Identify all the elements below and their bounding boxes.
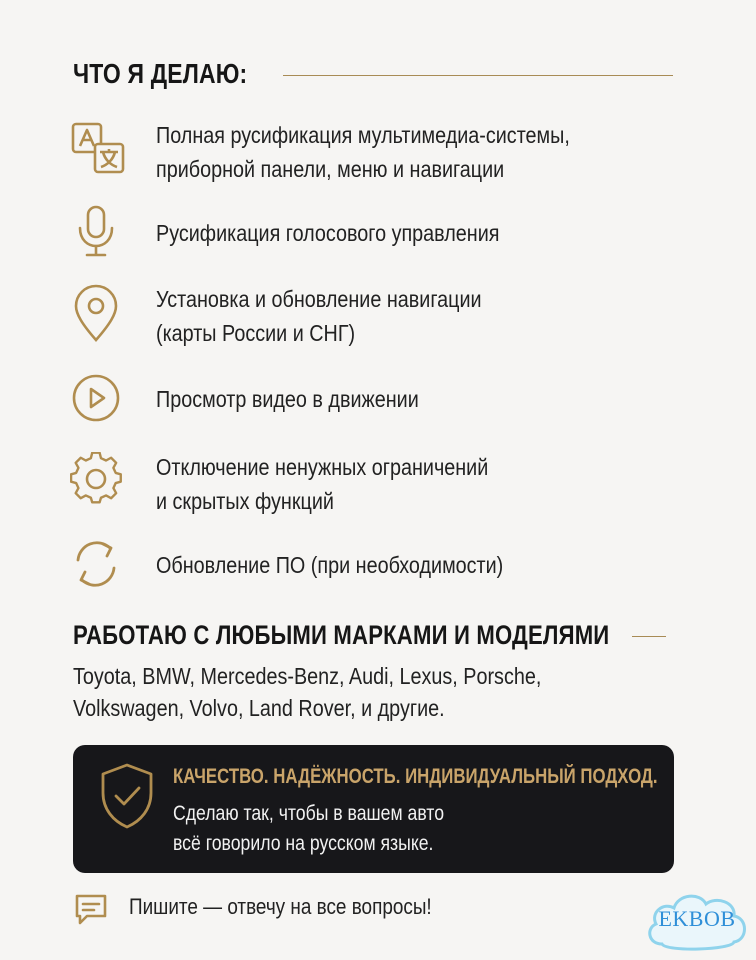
service-item-update [70, 536, 690, 592]
service-text: Установка и обновление навигации (карты России и СНГ) [156, 286, 482, 346]
service-text: Обновление ПО (при необходимости) [156, 552, 504, 578]
gear-icon [70, 452, 126, 508]
card-headline: КАЧЕСТВО. НАДЁЖНОСТЬ. ИНДИВИДУАЛЬНЫЙ ПОДХОД. [173, 765, 658, 788]
heading-divider [283, 75, 673, 76]
shield-check-icon [97, 761, 157, 831]
badge-label: EKBOB [658, 906, 736, 931]
service-item-translation [70, 118, 690, 188]
service-text: Просмотр видео в движении [156, 386, 419, 412]
chat-icon [73, 892, 109, 928]
contact-text: Пишите — отвечу на все вопросы! [129, 894, 432, 919]
translate-icon [70, 120, 126, 176]
ekbob-badge-logo [642, 884, 752, 956]
service-item-video [70, 370, 690, 426]
section-heading-what-i-do: ЧТО Я ДЕЛАЮ: [73, 58, 248, 89]
refresh-icon [70, 536, 126, 592]
brand-list: Toyota, BMW, Mercedes-Benz, Audi, Lexus, Porsche, Volkswagen, Volvo, Land Rover, и другие. [73, 663, 542, 721]
card-text: Сделаю так, чтобы в вашем авто всё говорило на русском языке. [173, 802, 445, 855]
heading-divider [632, 636, 666, 637]
service-item-voice [70, 204, 690, 260]
service-item-restrictions [70, 450, 690, 520]
location-pin-icon [70, 284, 126, 340]
contact-prompt [73, 890, 573, 930]
service-text: Полная русификация мультимедиа-системы, приборной панели, меню и навигации [156, 122, 570, 182]
section-heading-brands: РАБОТАЮ С ЛЮБЫМИ МАРКАМИ И МОДЕЛЯМИ [73, 620, 610, 650]
service-text: Русификация голосового управления [156, 220, 500, 246]
service-item-navigation [70, 282, 690, 352]
service-text: Отключение ненужных ограничений и скрытых функций [156, 454, 489, 514]
play-icon [70, 370, 126, 426]
quality-card [73, 745, 674, 873]
microphone-icon [70, 204, 126, 260]
